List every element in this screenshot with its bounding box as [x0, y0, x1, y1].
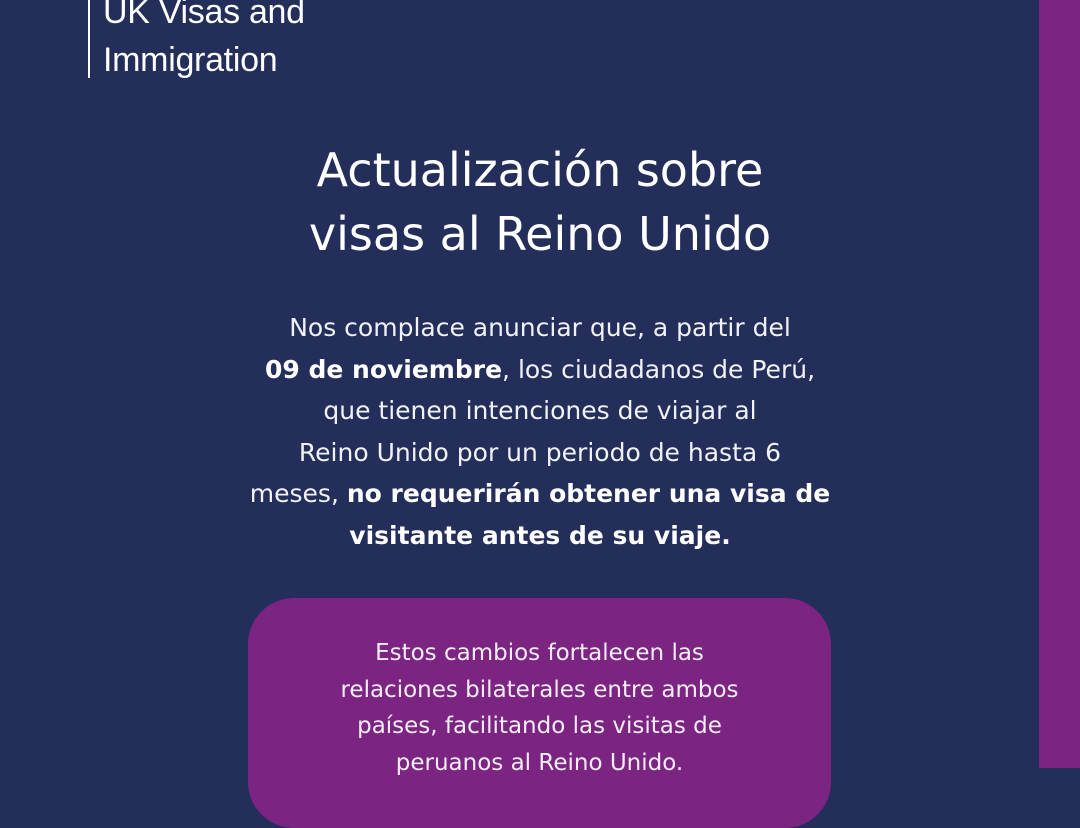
- highlight-box: [248, 598, 831, 828]
- highlight-line-2: relaciones bilaterales entre ambos: [340, 676, 739, 703]
- announcement-line-5: [200, 473, 880, 515]
- highlight-line-4: peruanos al Reino Unido.: [395, 749, 684, 776]
- announcement-line-1: Nos complace anunciar que, a partir del: [289, 313, 791, 342]
- announcement-line-4: Reino Unido por un periodo de hasta 6: [298, 437, 782, 467]
- announcement-date: 09 de noviembre: [264, 354, 503, 384]
- purple-side-strip: [1039, 0, 1080, 768]
- announcement-line-2: [200, 349, 880, 391]
- announcement-line-5-pre: meses,: [249, 479, 347, 508]
- announcement-line-6: [200, 515, 880, 557]
- logo-divider: [88, 0, 90, 78]
- announcement-line-6-bold: visitante antes de su viaje.: [349, 520, 731, 550]
- highlight-line-3: países, facilitando las visitas de: [357, 713, 722, 739]
- title-line-2: visas al Reino Unido: [308, 207, 772, 261]
- announcement-line-5-bold: no requerirán obtener una visa de: [346, 479, 831, 508]
- announcement-line-2-rest: , los ciudadanos de Perú,: [502, 354, 816, 384]
- highlight-line-1: Estos cambios fortalecen las: [375, 640, 704, 666]
- page-title: [0, 138, 1080, 266]
- brand-line-2: Immigration: [103, 41, 278, 79]
- title-line-1: Actualización sobre: [316, 143, 764, 197]
- brand-logo: [103, 0, 305, 84]
- announcement-line-3: que tienen intenciones de viajar al: [323, 396, 757, 425]
- brand-line-1: UK Visas and: [103, 0, 305, 31]
- announcement-text: [200, 307, 880, 556]
- highlight-text: [248, 635, 831, 781]
